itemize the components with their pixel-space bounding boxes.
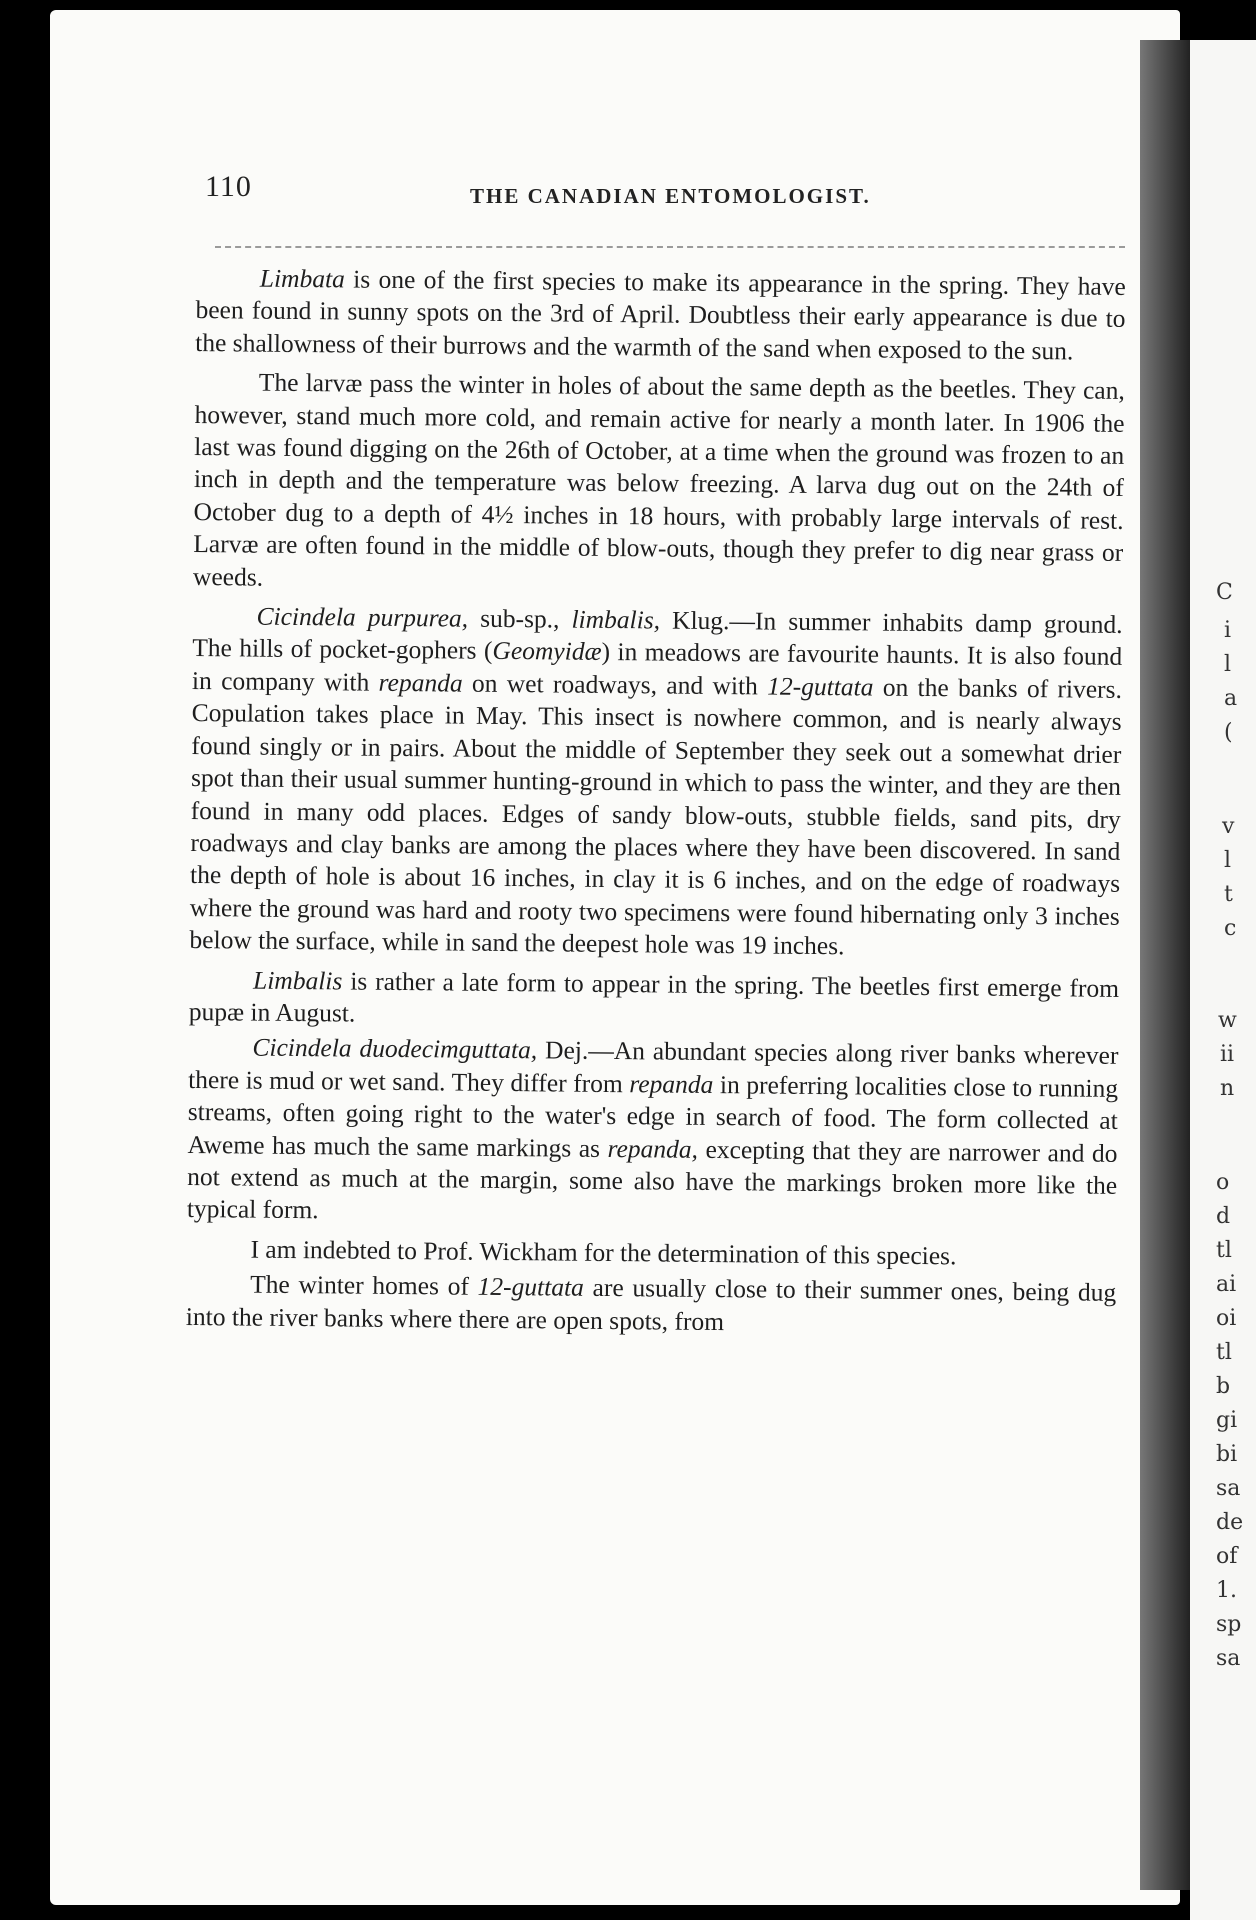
paragraph-text: ) in meadows are favourite haunts. It is also found in company with xyxy=(191,637,1123,697)
paragraph-larvae xyxy=(193,366,1125,602)
facing-fragment: a xyxy=(1224,686,1238,711)
facing-fragment: sa xyxy=(1216,1646,1241,1671)
facing-fragment: de xyxy=(1216,1510,1244,1535)
facing-fragment: bi xyxy=(1216,1442,1238,1467)
species-name: Cicindela duodecimguttata, xyxy=(252,1032,538,1065)
facing-fragment: w xyxy=(1218,1008,1237,1033)
facing-fragment: ai xyxy=(1216,1272,1237,1297)
species-name: Limbata xyxy=(259,263,346,294)
facing-fragment: of xyxy=(1216,1544,1238,1569)
header-rule xyxy=(215,246,1125,248)
facing-fragment: ( xyxy=(1224,720,1233,745)
facing-fragment: sp xyxy=(1216,1612,1242,1637)
paragraph-text: in preferring localities close to running streams, often going right to the water's edge in search of food. The form collected at Aweme has much the same markings as xyxy=(187,1069,1119,1163)
paragraph-text: sub-sp., xyxy=(467,603,572,634)
facing-fragment: o xyxy=(1216,1170,1230,1195)
facing-fragment: sa xyxy=(1216,1476,1241,1501)
facing-fragment: oi xyxy=(1216,1306,1237,1331)
facing-fragment: tl xyxy=(1216,1340,1232,1365)
species-name: Limbalis xyxy=(252,965,343,995)
page-number: 110 xyxy=(205,170,252,203)
page-header xyxy=(205,170,1125,230)
paragraph-text: is one of the first species to make its appearance in the spring. They have been found in sunny spots on the 3rd of April. Doubtless their early appearance is due to the shallowness of their burrows and the warmth of the sand when exposed to the sun. xyxy=(195,264,1126,366)
running-title: THE CANADIAN ENTOMOLOGIST. xyxy=(470,184,871,208)
paragraph-text: is rather a late form to appear in the spring. The beetles first emerge from pupæ in August. xyxy=(188,965,1120,1028)
paragraph-text: The winter homes of xyxy=(250,1269,478,1301)
species-name: repanda, xyxy=(607,1133,699,1164)
species-name: repanda xyxy=(378,667,463,698)
facing-fragment: 1. xyxy=(1216,1578,1237,1603)
paragraph-text: on wet roadways, and with xyxy=(462,668,768,701)
facing-fragment: d xyxy=(1216,1204,1231,1229)
paragraph-text: Dej.—An abundant species along river banks wherever there is mud or wet sand. They differ from xyxy=(188,1035,1119,1098)
species-name: 12-guttata xyxy=(477,1271,585,1302)
facing-fragment: gi xyxy=(1216,1408,1238,1433)
paragraph-limbalis xyxy=(189,963,1120,1037)
facing-fragment: i xyxy=(1224,618,1232,643)
paragraph-text: are usually close to their summer ones, being dug into the river banks where there are open spots, from xyxy=(185,1272,1117,1336)
article-body xyxy=(186,262,1126,1349)
paragraph-text: excepting that they are narrower and do not extend as much at the margin, some also have the markings broken more like the typical form. xyxy=(186,1134,1118,1225)
paragraph-purpurea-limbalis xyxy=(189,600,1122,965)
paragraph-duodecimguttata xyxy=(187,1031,1119,1234)
facing-fragment: b xyxy=(1216,1374,1231,1399)
facing-fragment: n xyxy=(1220,1076,1235,1101)
paragraph-text: Klug.—In summer inhabits damp ground. The hills of pocket-gophers ( xyxy=(192,605,1123,666)
species-name: repanda xyxy=(629,1068,714,1099)
species-name: 12-guttata xyxy=(767,671,874,702)
subspecies-name: limbalis, xyxy=(571,604,661,635)
facing-fragment: c xyxy=(1224,916,1237,941)
facing-fragment: ii xyxy=(1220,1042,1235,1067)
paragraph-text: I am indebted to Prof. Wickham for the determination of this species. xyxy=(250,1234,957,1271)
paragraph-text: on the banks of rivers. Copulation takes place in May. This insect is nowhere common, and is nearly always found singly or in pairs. About the middle of September they seek out a somewhat drier spot than their usual summer hunting-ground in which to pass the winter, and they are then found in many odd places. Edges of sandy blow-outs, stubble fields, sand pits, dry roadways and clay banks are among the places where they have been discovered. In sand the depth of hole is about 16 inches, in clay it is 6 inches, and on the edge of roadways where the ground was hard and rooty two specimens were found hibernating only 3 inches below the surface, while in sand the deepest hole was 19 inches. xyxy=(189,672,1123,961)
paragraph-acknowledgement xyxy=(186,1233,1116,1274)
facing-fragment: t xyxy=(1224,882,1233,907)
paragraph-limbata xyxy=(195,262,1126,368)
species-name: Cicindela purpurea, xyxy=(256,601,469,633)
family-name: Geomyidæ xyxy=(492,636,602,667)
facing-fragment: C xyxy=(1216,580,1233,605)
facing-fragment: l xyxy=(1224,652,1232,677)
gutter-shadow xyxy=(1140,40,1190,1890)
facing-fragment: v xyxy=(1222,814,1235,839)
paragraph-winter-homes xyxy=(186,1268,1117,1342)
facing-page-edge xyxy=(1190,40,1256,1920)
facing-fragment: tl xyxy=(1216,1238,1232,1263)
paragraph-text: The larvæ pass the winter in holes of about the same depth as the beetles. They can, however, stand much more cold, and remain active for nearly a month later. In 1906 the last was found digging on the 26th of October, at a time when the ground was frozen to an inch in depth and the temperature was below freezing. A larva dug out on the 24th of October dug to a depth of 4½ inches in 18 hours, with probably large intervals of rest. Larvæ are often found in the middle of blow-outs, though they prefer to dig near grass or weeds. xyxy=(192,367,1125,592)
facing-fragment: l xyxy=(1224,848,1232,873)
